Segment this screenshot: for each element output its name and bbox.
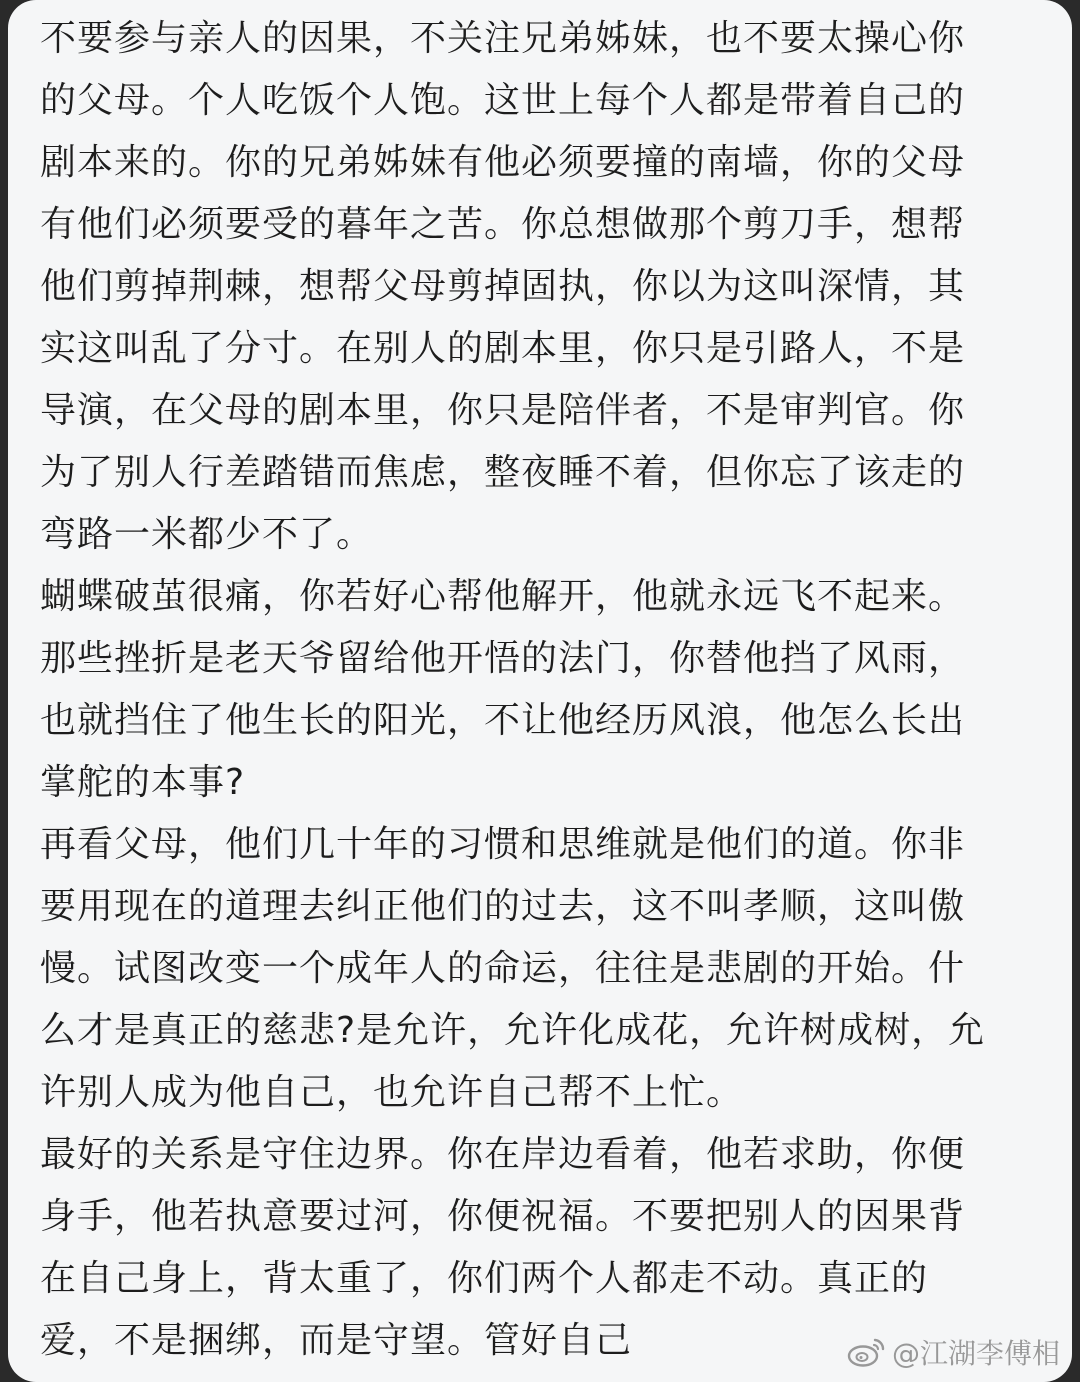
watermark	[846, 1332, 1060, 1372]
text-line: 爱，不是捆绑，而是守望。管好自己	[40, 1320, 633, 1361]
watermark-text: @江湖李傅相	[891, 1337, 1060, 1370]
text-line: 最好的关系是守住边界。你在岸边看着，他若求助，你便	[40, 1134, 966, 1175]
paragraph-3	[40, 814, 1050, 1124]
text-line: 也就挡住了他生长的阳光，不让他经历风浪，他怎么长出	[40, 700, 966, 741]
screenshot-card	[8, 0, 1072, 1382]
text-line: 许别人成为他自己，也允许自己帮不上忙。	[40, 1072, 744, 1113]
text-line: 蝴蝶破茧很痛，你若好心帮他解开，他就永远飞不起来。	[40, 576, 966, 617]
text-line: 不要参与亲人的因果，不关注兄弟姊妹，也不要太操心你	[40, 18, 966, 59]
text-line: 要用现在的道理去纠正他们的过去，这不叫孝顺，这叫傲	[40, 886, 966, 927]
text-line: 导演，在父母的剧本里，你只是陪伴者，不是审判官。你	[40, 390, 966, 431]
text-line: 慢。试图改变一个成年人的命运，往往是悲剧的开始。什	[40, 948, 966, 989]
text-line: 弯路一米都少不了。	[40, 514, 374, 555]
text-line: 为了别人行差踏错而焦虑，整夜睡不着，但你忘了该走的	[40, 452, 966, 493]
text-line: 掌舵的本事?	[40, 762, 246, 803]
text-line: 剧本来的。你的兄弟姊妹有他必须要撞的南墙，你的父母	[40, 142, 966, 183]
article-text	[40, 8, 1050, 1372]
text-line: 实这叫乱了分寸。在别人的剧本里，你只是引路人，不是	[40, 328, 966, 369]
text-line: 有他们必须要受的暮年之苦。你总想做那个剪刀手，想帮	[40, 204, 966, 245]
text-line: 的父母。个人吃饭个人饱。这世上每个人都是带着自己的	[40, 80, 966, 121]
text-line: 他们剪掉荆棘，想帮父母剪掉固执，你以为这叫深情，其	[40, 266, 966, 307]
paragraph-2	[40, 566, 1050, 814]
text-line: 再看父母，他们几十年的习惯和思维就是他们的道。你非	[40, 824, 966, 865]
text-line: 那些挫折是老天爷留给他开悟的法门，你替他挡了风雨，	[40, 638, 966, 679]
text-line: 身手，他若执意要过河，你便祝福。不要把别人的因果背	[40, 1196, 966, 1237]
text-line: 在自己身上，背太重了，你们两个人都走不动。真正的	[40, 1258, 929, 1299]
text-line: 么才是真正的慈悲?是允许，允许化成花，允许树成树，允	[40, 1010, 986, 1051]
weibo-icon	[846, 1335, 886, 1369]
paragraph-1	[40, 8, 1050, 566]
